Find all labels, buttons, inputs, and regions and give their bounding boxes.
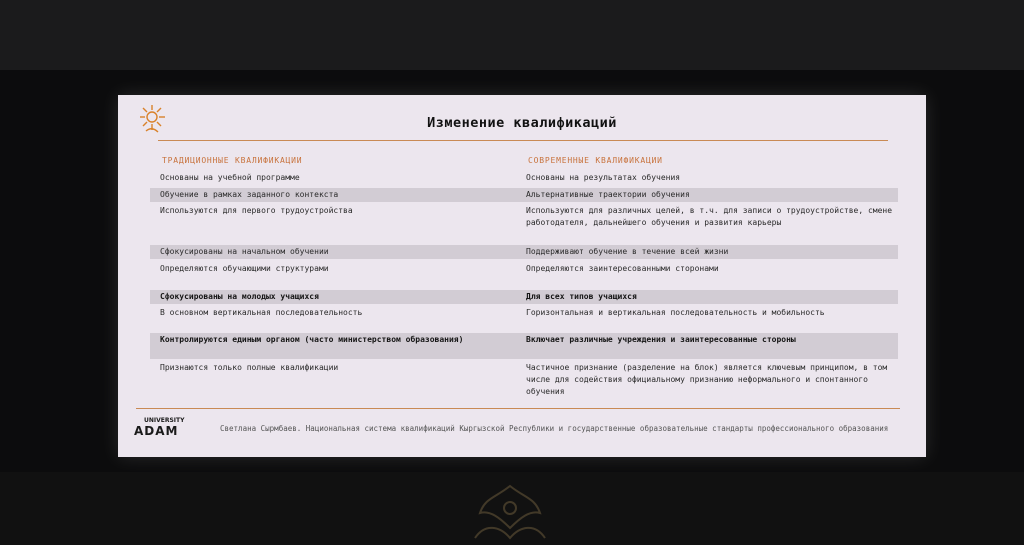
table-row xyxy=(150,204,898,242)
row-left-cell: Сфокусированы на молодых учащихся xyxy=(160,292,319,301)
university-adam-logo xyxy=(134,417,196,439)
row-right-cell: Для всех типов учащихся xyxy=(526,292,637,301)
row-left-cell: Признаются только полные квалификации xyxy=(160,363,339,372)
footer-citation: Светлана Сырмбаев. Национальная система квалификаций Кыргызской Республики и государственные образовательные стандарты профессионального образования xyxy=(220,424,889,433)
projection-screen xyxy=(118,95,926,457)
title-divider xyxy=(158,140,888,141)
row-right-cell: Используются для различных целей, в т.ч. для записи о трудоустройстве, смене работодателя, дальнейшего обучения и развития карьеры xyxy=(526,206,893,227)
logo-adam-text: ADAM xyxy=(134,424,179,438)
row-left-cell: Обучение в рамках заданного контекста xyxy=(160,190,339,199)
table-row xyxy=(150,188,898,202)
ornament-icon xyxy=(455,478,565,545)
row-left-cell: Определяются обучающими структурами xyxy=(160,264,329,273)
table-row xyxy=(150,262,898,276)
row-left-cell: Основаны на учебной программе xyxy=(160,173,300,182)
row-right-cell: Поддерживают обучение в течение всей жизни xyxy=(526,247,729,256)
slide-title: Изменение квалификаций xyxy=(427,115,617,131)
table-row xyxy=(150,245,898,259)
row-left-cell: Сфокусированы на начальном обучении xyxy=(160,247,329,256)
table-row xyxy=(150,361,898,409)
background-top xyxy=(0,0,1024,70)
right-column-header: СОВРЕМЕННЫЕ КВАЛИФИКАЦИИ xyxy=(528,156,663,165)
table-row xyxy=(150,306,898,332)
row-right-cell: Горизонтальная и вертикальная последовательность и мобильность xyxy=(526,308,825,317)
left-column-header: ТРАДИЦИОННЫЕ КВАЛИФИКАЦИИ xyxy=(162,156,303,165)
table-row xyxy=(150,333,898,359)
row-left-cell: Контролируются единым органом (часто министерством образования) xyxy=(160,335,464,344)
row-right-cell: Включает различные учреждения и заинтересованные стороны xyxy=(526,335,796,344)
row-right-cell: Альтернативные траектории обучения xyxy=(526,190,690,199)
row-right-cell: Определяются заинтересованными сторонами xyxy=(526,264,719,273)
row-right-cell: Частичное признание (разделение на блок) является ключевым принципом, в том числе для содействия официальному признанию неформального и спонтанного обучения xyxy=(526,363,888,396)
row-left-cell: В основном вертикальная последовательность xyxy=(160,308,363,317)
footer-divider xyxy=(136,408,900,409)
row-right-cell: Основаны на результатах обучения xyxy=(526,173,681,182)
row-left-cell: Используются для первого трудоустройства xyxy=(160,206,353,215)
table-row xyxy=(150,290,898,304)
table-row xyxy=(150,171,898,185)
logo-university-text: UNIVERSITY xyxy=(144,417,185,424)
